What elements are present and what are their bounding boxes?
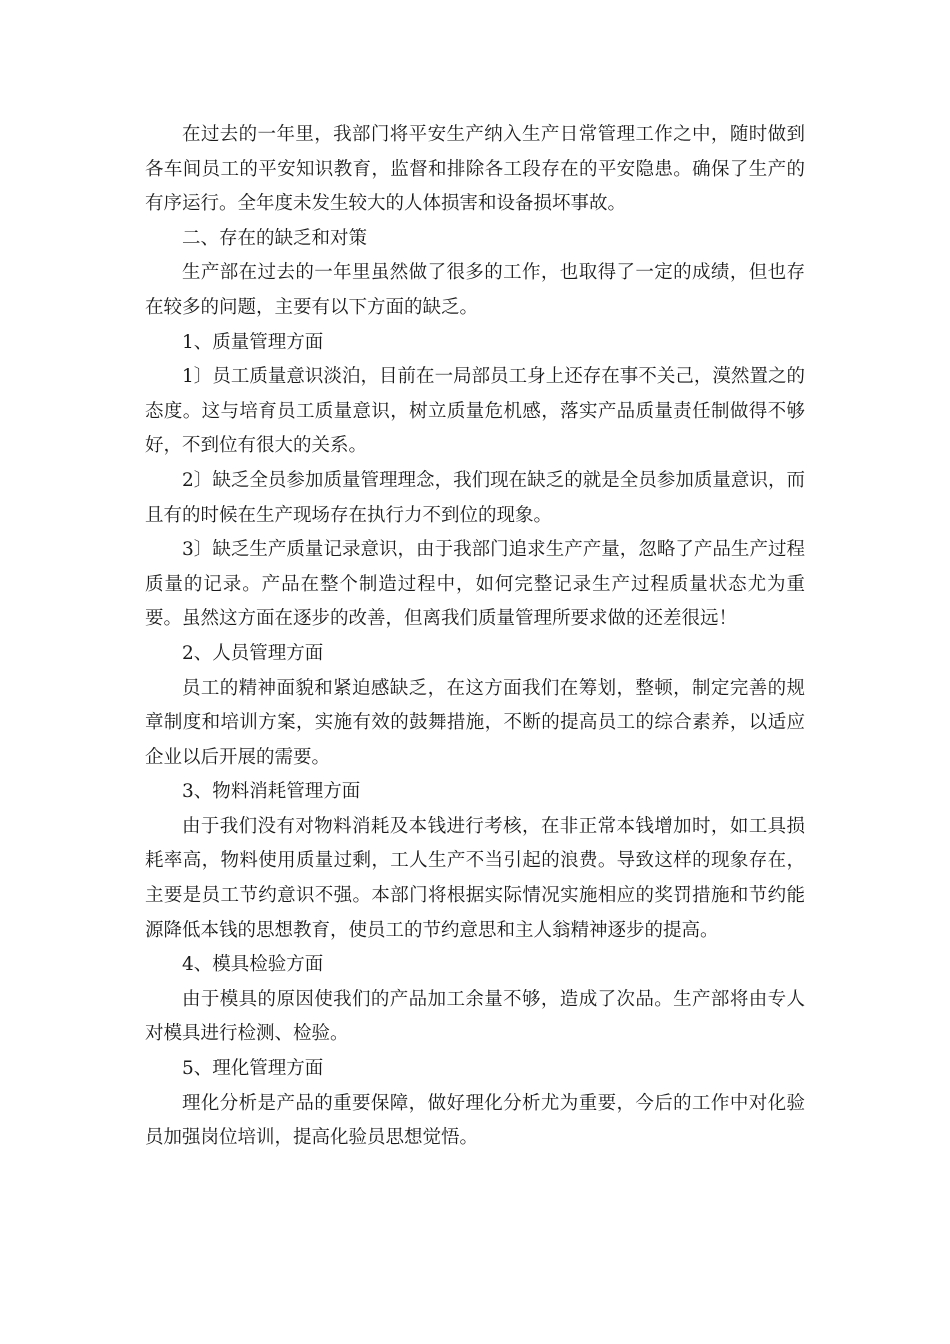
- paragraph-quality-point-3: 3〕缺乏生产质量记录意识，由于我部门追求生产产量，忽略了产品生产过程质量的记录。产品在整个制造过程中，如何完整记录生产过程质量状态尤为重要。虽然这方面在逐步的改善，但离我们质量管理所要求做的还差很远！: [145, 539, 805, 630]
- paragraph-quality-point-2: 2〕缺乏全员参加质量管理理念，我们现在缺乏的就是全员参加质量意识，而且有的时候在生产现场存在执行力不到位的现象。: [145, 469, 805, 526]
- document-body: [145, 118, 805, 1156]
- paragraph-physicochemical: 理化分析是产品的重要保障，做好理化分析尤为重要，今后的工作中对化验员加强岗位培训，提高化验员思想觉悟。: [145, 1092, 805, 1149]
- paragraph-mold-inspection: 由于模具的原因使我们的产品加工余量不够，造成了次品。生产部将由专人对模具进行检测、检验。: [145, 988, 805, 1045]
- subheading-mold-inspection: 4、模具检验方面: [182, 954, 324, 976]
- paragraph-shortcomings-intro: 生产部在过去的一年里虽然做了很多的工作，也取得了一定的成绩，但也存在较多的问题，主要有以下方面的缺乏。: [145, 262, 805, 318]
- subheading-physicochemical-management: 5、理化管理方面: [182, 1058, 324, 1080]
- paragraph-material-consumption: 由于我们没有对物料消耗及本钱进行考核，在非正常本钱增加时，如工具损耗率高，物料使用质量过剩，工人生产不当引起的浪费。导致这样的现象存在，主要是员工节约意识不强。本部门将根据实际情况实施相应的奖罚措施和节约能源降低本钱的思想教育，使员工的节约意思和主人翁精神逐步的提高。: [145, 815, 805, 941]
- section-heading-shortcomings: 二、存在的缺乏和对策: [182, 227, 368, 249]
- subheading-personnel-management: 2、人员管理方面: [182, 642, 324, 664]
- paragraph-quality-point-1: 1〕员工质量意识淡泊，目前在一局部员工身上还存在事不关己，漠然置之的态度。这与培育员工质量意识，树立质量危机感，落实产品质量责任制做得不够好，不到位有很大的关系。: [145, 366, 805, 457]
- paragraph-personnel: 员工的精神面貌和紧迫感缺乏，在这方面我们在筹划，整顿，制定完善的规章制度和培训方案，实施有效的鼓舞措施，不断的提高员工的综合素养，以适应企业以后开展的需要。: [145, 677, 805, 768]
- subheading-material-consumption: 3、物料消耗管理方面: [182, 781, 361, 803]
- subheading-quality-management: 1、质量管理方面: [182, 331, 324, 353]
- paragraph-safety-summary: 在过去的一年里，我部门将平安生产纳入生产日常管理工作之中，随时做到各车间员工的平安知识教育，监督和排除各工段存在的平安隐患。确保了生产的有序运行。全年度未发生较大的人体损害和设备损坏事故。: [145, 124, 805, 215]
